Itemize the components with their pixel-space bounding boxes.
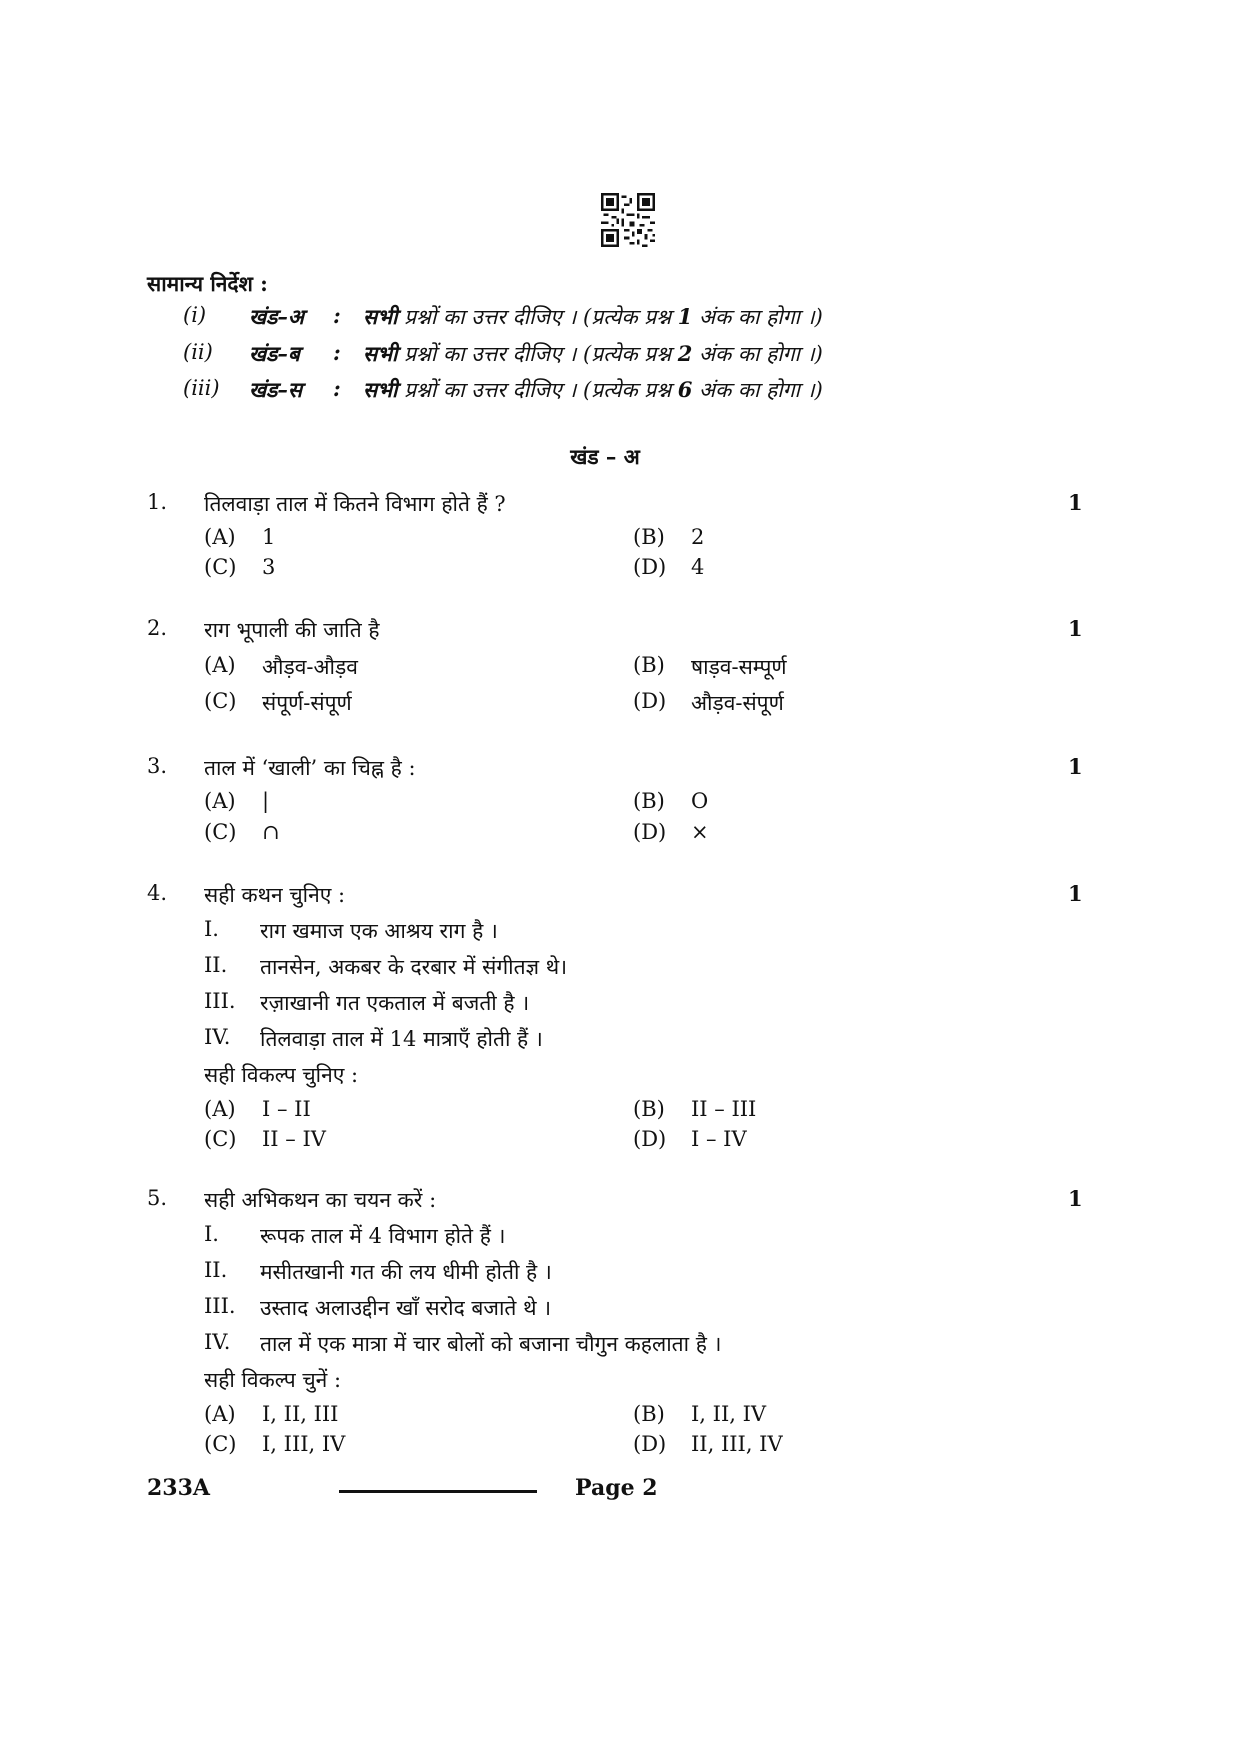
instruction-text: सभी प्रश्नों का उत्तर दीजिए । (प्रत्येक प्रश्न 2 अंक का होगा ।)	[363, 341, 823, 366]
question-number: 3.	[147, 754, 168, 778]
question-text: राग भूपाली की जाति है	[204, 618, 380, 642]
instruction-number: (iii)	[183, 376, 220, 400]
statement-prompt: सही विकल्प चुनें :	[204, 1368, 342, 1392]
paper-code: 233A	[147, 1475, 210, 1501]
instruction-colon: :	[333, 376, 341, 401]
section-heading: खंड – अ	[570, 444, 640, 469]
instruction-number: (ii)	[183, 340, 213, 364]
question-number: 2.	[147, 616, 168, 640]
question-marks: 1	[1068, 490, 1083, 515]
instruction-section: खंड–अ	[249, 304, 304, 329]
statement-prompt: सही विकल्प चुनिए :	[204, 1063, 359, 1087]
instruction-colon: :	[333, 303, 341, 328]
question-marks: 1	[1068, 1186, 1083, 1211]
instruction-section: खंड–ब	[249, 341, 300, 366]
question-number: 1.	[147, 490, 168, 514]
instruction-colon: :	[333, 340, 341, 365]
question-number: 4.	[147, 881, 168, 905]
question-text: ताल में ‘खाली’ का चिह्न है :	[204, 756, 416, 780]
question-text: सही कथन चुनिए :	[204, 883, 346, 907]
instruction-text: सभी प्रश्नों का उत्तर दीजिए । (प्रत्येक प्रश्न 6 अंक का होगा ।)	[363, 377, 823, 402]
question-text: तिलवाड़ा ताल में कितने विभाग होते हैं ?	[204, 492, 506, 516]
footer-divider	[339, 1490, 537, 1493]
question-number: 5.	[147, 1186, 168, 1210]
page-number: Page 2	[575, 1475, 658, 1501]
question-marks: 1	[1068, 616, 1083, 641]
general-instructions-title: सामान्य निर्देश :	[147, 271, 268, 296]
question-marks: 1	[1068, 754, 1083, 779]
qr-code	[601, 193, 655, 247]
instruction-number: (i)	[183, 303, 207, 327]
instruction-section: खंड–स	[249, 377, 303, 402]
instruction-text: सभी प्रश्नों का उत्तर दीजिए । (प्रत्येक प्रश्न 1 अंक का होगा ।)	[363, 304, 823, 329]
question-marks: 1	[1068, 881, 1083, 906]
question-text: सही अभिकथन का चयन करें :	[204, 1188, 437, 1212]
